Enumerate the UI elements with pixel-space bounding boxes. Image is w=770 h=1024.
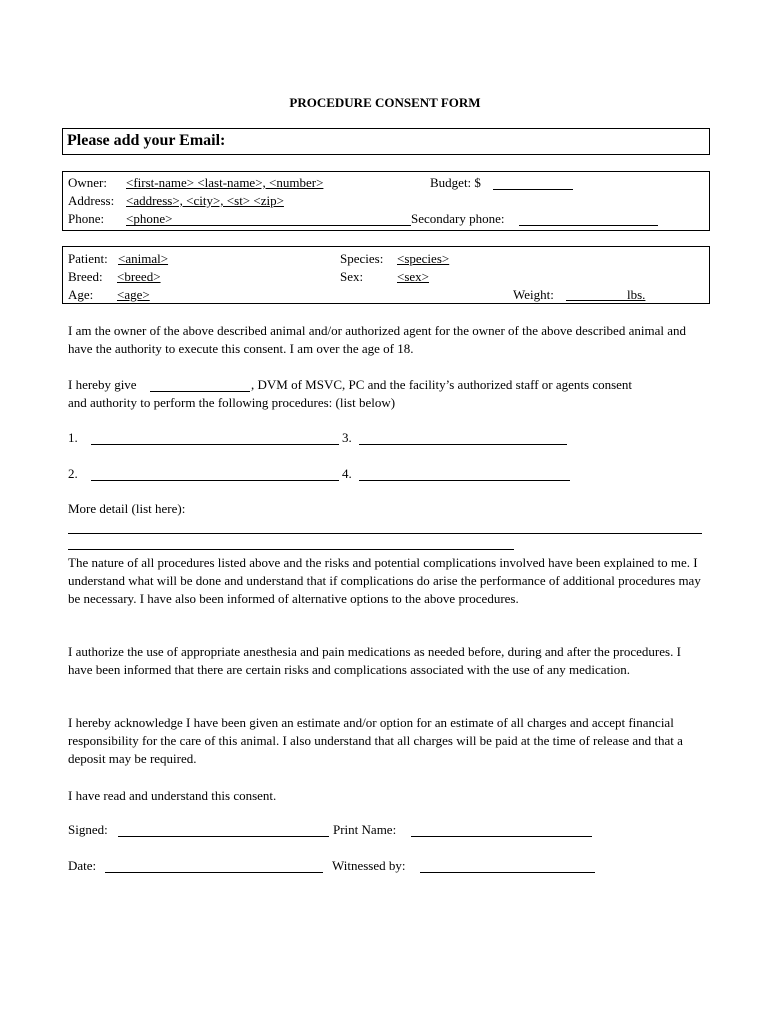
give-prefix: I hereby give <box>68 377 137 392</box>
secondary-phone-label: Secondary phone: <box>411 211 505 226</box>
sex-value[interactable]: <sex> <box>397 269 429 284</box>
owner-label: Owner: <box>68 175 107 190</box>
give-line2: and authority to perform the following procedures: (list below) <box>68 395 396 410</box>
owner-authority-paragraph: I am the owner of the above described animal and/or authorized agent for the owner of the above described animal and have the authority to execute this consent. I am over the age of 18. <box>68 323 686 356</box>
weight-field[interactable] <box>566 300 628 301</box>
signed-label: Signed: <box>68 822 108 837</box>
owner-value[interactable]: <first-name> <last-name>, <number> <box>126 175 324 190</box>
witnessed-label: Witnessed by: <box>332 858 406 873</box>
procedure-1-number: 1. <box>68 430 78 445</box>
patient-label: Patient: <box>68 251 108 266</box>
more-detail-line-1[interactable] <box>68 533 702 534</box>
procedure-4-field[interactable] <box>359 480 570 481</box>
procedure-2-number: 2. <box>68 466 78 481</box>
give-suffix: , DVM of MSVC, PC and the facility’s authorized staff or agents consent <box>251 377 633 392</box>
sex-label: Sex: <box>340 269 364 284</box>
procedures-explained-paragraph: The nature of all procedures listed above and the risks and potential complications involved have been explained to me. I understand what will be done and understand that if complications do arise the performance of additional procedures may be necessary. I have also been informed of alternative options to the above procedures. <box>68 555 701 606</box>
anesthesia-paragraph: I authorize the use of appropriate anesthesia and pain medications as needed before, during and after the procedures. I have been informed that there are certain risks and complications associated with the use of any medication. <box>68 644 681 677</box>
phone-value: <phone> <box>126 211 173 226</box>
estimate-paragraph: I hereby acknowledge I have been given an estimate and/or option for an estimate of all charges and accept financial responsibility for the care of this animal. I also understand that all charges will be paid at the time of release and that a deposit may be required. <box>68 715 683 766</box>
age-label: Age: <box>68 287 94 302</box>
date-field[interactable] <box>105 872 323 873</box>
signed-field[interactable] <box>118 836 329 837</box>
email-label: Please add your Email: <box>67 132 226 149</box>
budget-label: Budget: $ <box>430 175 481 190</box>
weight-label: Weight: <box>513 287 554 302</box>
dvm-name-field[interactable] <box>150 391 250 392</box>
species-value[interactable]: <species> <box>397 251 450 266</box>
print-name-label: Print Name: <box>333 822 397 837</box>
secondary-phone-field[interactable] <box>519 225 658 226</box>
budget-field[interactable] <box>493 189 573 190</box>
address-label: Address: <box>68 193 115 208</box>
email-field[interactable] <box>62 128 710 155</box>
procedure-2-field[interactable] <box>91 480 339 481</box>
read-understand-paragraph: I have read and understand this consent. <box>68 788 277 803</box>
witnessed-field[interactable] <box>420 872 595 873</box>
phone-label: Phone: <box>68 211 105 226</box>
more-detail-line-2[interactable] <box>68 549 514 550</box>
procedure-3-field[interactable] <box>359 444 567 445</box>
breed-value[interactable]: <breed> <box>117 269 161 284</box>
age-value[interactable]: <age> <box>117 287 150 302</box>
date-label: Date: <box>68 858 97 873</box>
procedure-1-field[interactable] <box>91 444 339 445</box>
breed-label: Breed: <box>68 269 103 284</box>
more-detail-label: More detail (list here): <box>68 501 186 516</box>
procedure-4-number: 4. <box>342 466 352 481</box>
weight-unit: lbs. <box>627 287 646 302</box>
patient-value[interactable]: <animal> <box>118 251 169 266</box>
species-label: Species: <box>340 251 384 266</box>
form-title: PROCEDURE CONSENT FORM <box>289 95 481 110</box>
procedure-3-number: 3. <box>342 430 352 445</box>
print-name-field[interactable] <box>411 836 592 837</box>
address-value[interactable]: <address>, <city>, <st> <zip> <box>126 193 284 208</box>
